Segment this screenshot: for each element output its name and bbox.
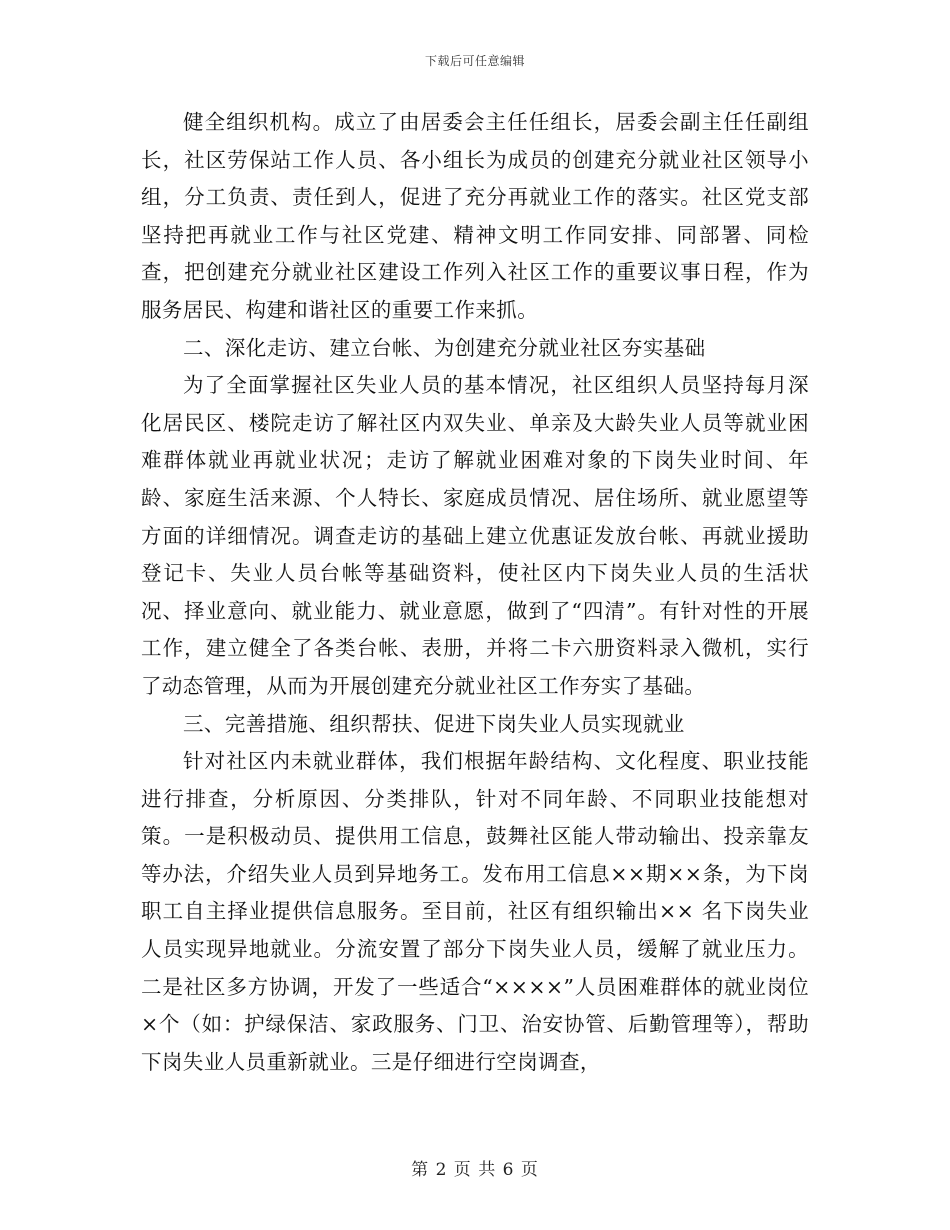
paragraph-measures: 针对社区内未就业群体，我们根据年龄结构、文化程度、职业技能进行排查，分析原因、分类排队，针对不同年龄、不同职业技能想对策。一是积极动员、提供用工信息，鼓舞社区能人带动输出、投亲靠友等办法，介绍失业人员到异地务工。发布用工信息××期××条，为下岗职工自主择业提供信息服务。至目前，社区有组织输出×× 名下岗失业人员实现异地就业。分流安置了部分下岗失业人员，缓解了就业压力。二是社区多方协调，开发了一些适合“××××”人员困难群体的就业岗位×个（如：护绿保洁、家政服务、门卫、治安协管、后勤管理等），帮助下岗失业人员重新就业。三是仔细进行空岗调查，: [141, 749, 809, 1074]
page-header: 下载后可任意编辑: [424, 54, 525, 68]
section-heading-3: 三、完善措施、组织帮扶、促进下岗失业人员实现就业: [183, 711, 685, 736]
page-number: 第 2 页 共 6 页: [411, 1160, 539, 1180]
document-body: [141, 104, 809, 1081]
paragraph-survey: 为了全面掌握社区失业人员的基本情况，社区组织人员坚持每月深化居民区、楼院走访了解社区内双失业、单亲及大龄失业人员等就业困难群体就业再就业状况；走访了解就业困难对象的下岗失业时间、年龄、家庭生活来源、个人特长、家庭成员情况、居住场所、就业愿望等方面的详细情况。调查走访的基础上建立优惠证发放台帐、再就业援助登记卡、失业人员台帐等基础资料，使社区内下岗失业人员的生活状况、择业意向、就业能力、就业意愿，做到了“四清”。有针对性的开展工作，建立健全了各类台帐、表册，并将二卡六册资料录入微机，实行了动态管理，从而为开展创建充分就业社区工作夯实了基础。: [141, 373, 809, 698]
paragraph-org-structure: 健全组织机构。成立了由居委会主任任组长，居委会副主任任副组长，社区劳保站工作人员、各小组长为成员的创建充分就业社区领导小组，分工负责、责任到人，促进了充分再就业工作的落实。社区党支部坚持把再就业工作与社区党建、精神文明工作同安排、同部署、同检查，把创建充分就业社区建设工作列入社区工作的重要议事日程，作为服务居民、构建和谐社区的重要工作来抓。: [141, 110, 809, 322]
section-heading-2: 二、深化走访、建立台帐、为创建充分就业社区夯实基础: [183, 335, 706, 360]
